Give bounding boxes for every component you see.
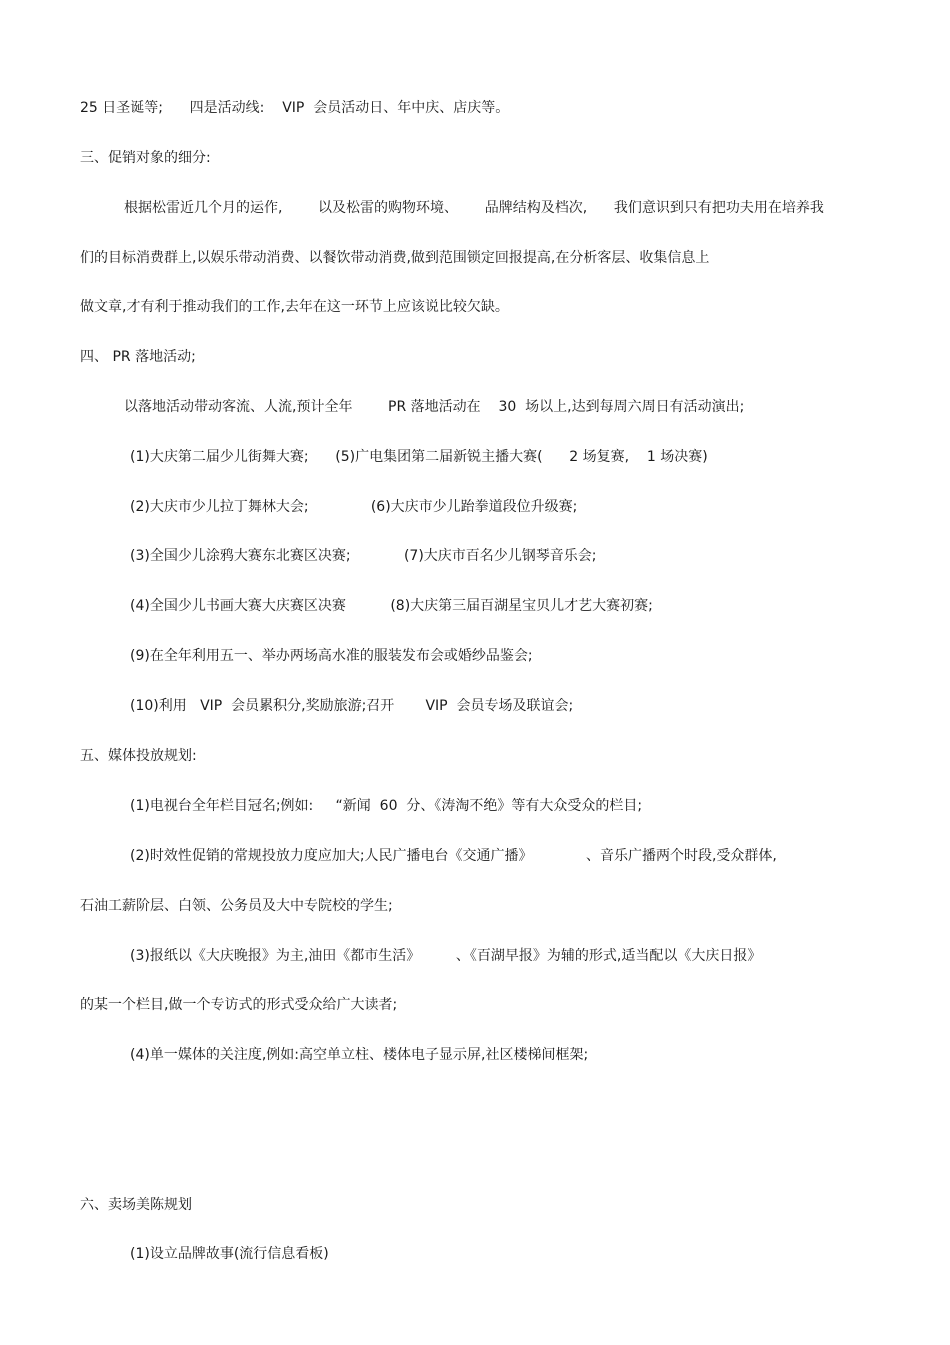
text-line: 们的目标消费群上,以娱乐带动消费、以餐饮带动消费,做到范围锁定回报提高,在分析客层、收集信息上: [80, 250, 710, 266]
text-line: 的某一个栏目,做一个专访式的形式受众给广大读者;: [80, 997, 398, 1013]
list-item: (2)时效性促销的常规投放力度应加大;人民广播电台《交通广播》 、音乐广播两个时段,受众群体,: [130, 848, 777, 864]
section-heading: 四、 PR 落地活动;: [80, 349, 196, 365]
list-item: (1)设立品牌故事(流行信息看板): [130, 1246, 329, 1262]
text-line: 25 日圣诞等; 四是活动线: VIP 会员活动日、年中庆、店庆等。: [80, 100, 510, 116]
list-item: (3)报纸以《大庆晚报》为主,油田《都市生活》 、《百湖早报》为辅的形式,适当配以《大庆日报》: [130, 948, 762, 964]
list-item: (1)电视台全年栏目冠名;例如: “新闻 60 分、《涛淘不绝》等有大众受众的栏目;: [130, 798, 643, 814]
list-item: (10)利用 VIP 会员累积分,奖励旅游;召开 VIP 会员专场及联谊会;: [130, 698, 574, 714]
text-line: 根据松雷近几个月的运作, 以及松雷的购物环境、 品牌结构及档次, 我们意识到只有把功夫用在培养我: [124, 200, 824, 216]
list-item: (3)全国少儿涂鸦大赛东北赛区决赛; (7)大庆市百名少儿钢琴音乐会;: [130, 548, 597, 564]
text-line: 石油工薪阶层、白领、公务员及大中专院校的学生;: [80, 898, 393, 914]
text-line: 以落地活动带动客流、人流,预计全年 PR 落地活动在 30 场以上,达到每周六周日有活动演出;: [124, 399, 745, 415]
section-heading: 三、促销对象的细分:: [80, 150, 211, 166]
section-heading: 五、媒体投放规划:: [80, 748, 197, 764]
list-item: (4)全国少儿书画大赛大庆赛区决赛 (8)大庆第三届百湖星宝贝儿才艺大赛初赛;: [130, 598, 653, 614]
list-item: (9)在全年利用五一、举办两场高水准的服装发布会或婚纱品鉴会;: [130, 648, 533, 664]
section-heading: 六、卖场美陈规划: [80, 1197, 192, 1213]
list-item: (2)大庆市少儿拉丁舞林大会; (6)大庆市少儿跆拳道段位升级赛;: [130, 499, 578, 515]
list-item: (4)单一媒体的关注度,例如:高空单立柱、楼体电子显示屏,社区楼梯间框架;: [130, 1047, 589, 1063]
text-line: 做文章,才有利于推动我们的工作,去年在这一环节上应该说比较欠缺。: [80, 299, 509, 315]
list-item: (1)大庆第二届少儿街舞大赛; (5)广电集团第二届新锐主播大赛( 2 场复赛, 1 场决赛): [130, 449, 708, 465]
